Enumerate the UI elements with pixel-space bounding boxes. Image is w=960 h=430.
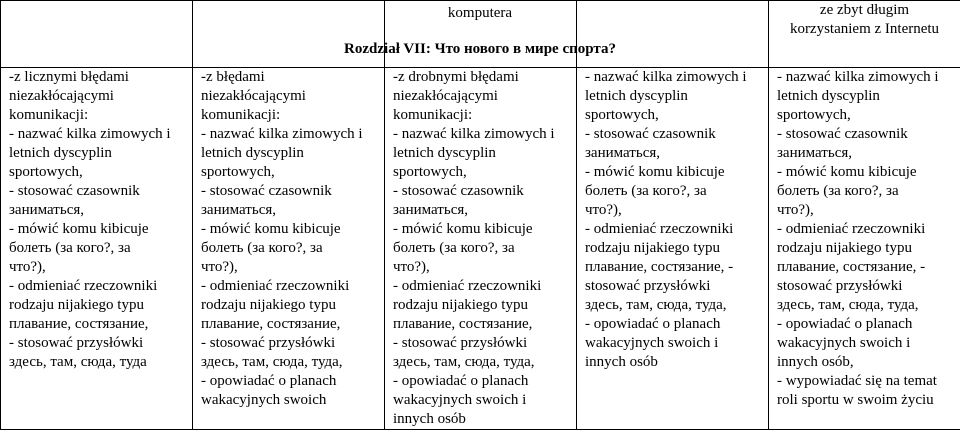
col3-line: komunikacji:: [393, 106, 576, 125]
col3-line: - stosować przysłówki: [393, 334, 576, 353]
col5-line: innych osób,: [777, 353, 960, 372]
col2-line: - stosować czasownik: [201, 182, 384, 201]
col4-line: плавание, состязание, -: [585, 258, 768, 277]
col5-line: плавание, состязание, -: [777, 258, 960, 277]
col5-line: - opowiadać o planach: [777, 315, 960, 334]
col2-line: заниматься,: [201, 201, 384, 220]
col3-line: innych osób: [393, 410, 576, 429]
col4-line: stosować przysłówki: [585, 277, 768, 296]
col3-line: sportowych,: [393, 163, 576, 182]
col5-line: wakacyjnych swoich i: [777, 334, 960, 353]
col1-line: sportowych,: [9, 163, 192, 182]
col2-line: niezakłócającymi: [201, 87, 384, 106]
col4-line: rodzaju nijakiego typu: [585, 239, 768, 258]
col2-line: здесь, там, сюда, туда,: [201, 353, 384, 372]
col3-line: - nazwać kilka zimowych i: [393, 125, 576, 144]
col5-top-line-1: ze zbyt długim: [769, 1, 960, 20]
grade-column-4: [577, 68, 769, 430]
col4-line: - odmieniać rzeczowniki: [585, 220, 768, 239]
col5-line: sportowych,: [777, 106, 960, 125]
col4-line: sportowych,: [585, 106, 768, 125]
col2-line: что?),: [201, 258, 384, 277]
col2-line: - odmieniać rzeczowniki: [201, 277, 384, 296]
col1-line: - stosować czasownik: [9, 182, 192, 201]
col3-line: rodzaju nijakiego typu: [393, 296, 576, 315]
col1-line: -z licznymi błędami: [9, 68, 192, 87]
col2-line: - nazwać kilka zimowych i: [201, 125, 384, 144]
col3-line: здесь, там, сюда, туда,: [393, 353, 576, 372]
col4-line: что?),: [585, 201, 768, 220]
col3-line: niezakłócającymi: [393, 87, 576, 106]
col2-line: -z błędami: [201, 68, 384, 87]
grade-column-2: [193, 68, 385, 430]
col2-line: wakacyjnych swoich: [201, 391, 384, 410]
col5-line: - nazwać kilka zimowych i: [777, 68, 960, 87]
col1-line: заниматься,: [9, 201, 192, 220]
col1-line: - mówić komu kibicuje: [9, 220, 192, 239]
col5-line: rodzaju nijakiego typu: [777, 239, 960, 258]
header-cell-5: [769, 1, 960, 68]
col1-line: плавание, состязание,: [9, 315, 192, 334]
col3-line: - odmieniać rzeczowniki: [393, 277, 576, 296]
col2-line: - opowiadać o planach: [201, 372, 384, 391]
header-cell-1: [1, 1, 193, 68]
col5-line: roli sportu w swoim życiu: [777, 391, 960, 410]
col5-line: здесь, там, сюда, туда,: [777, 296, 960, 315]
col5-line: - mówić komu kibicuje: [777, 163, 960, 182]
col5-top-line-2: korzystaniem z Internetu: [769, 20, 960, 39]
col3-line: wakacyjnych swoich i: [393, 391, 576, 410]
col4-line: заниматься,: [585, 144, 768, 163]
col4-line: wakacyjnych swoich i: [585, 334, 768, 353]
col2-line: болеть (за кого?, за: [201, 239, 384, 258]
col2-line: rodzaju nijakiego typu: [201, 296, 384, 315]
col4-line: - nazwać kilka zimowych i: [585, 68, 768, 87]
table-body-row: [1, 68, 960, 430]
col1-line: komunikacji:: [9, 106, 192, 125]
col5-line: - wypowiadać się na temat: [777, 372, 960, 391]
col1-line: rodzaju nijakiego typu: [9, 296, 192, 315]
col1-line: - nazwać kilka zimowych i: [9, 125, 192, 144]
col3-line: заниматься,: [393, 201, 576, 220]
col5-line: - stosować czasownik: [777, 125, 960, 144]
grade-column-1: [1, 68, 193, 430]
col1-line: что?),: [9, 258, 192, 277]
col1-line: - odmieniać rzeczowniki: [9, 277, 192, 296]
col5-line: - odmieniać rzeczowniki: [777, 220, 960, 239]
col3-line: - opowiadać o planach: [393, 372, 576, 391]
col4-line: innych osób: [585, 353, 768, 372]
col3-line: - mówić komu kibicuje: [393, 220, 576, 239]
col3-line: болеть (за кого?, за: [393, 239, 576, 258]
col5-line: заниматься,: [777, 144, 960, 163]
col2-line: плавание, состязание,: [201, 315, 384, 334]
col4-line: - mówić komu kibicuje: [585, 163, 768, 182]
col2-line: - mówić komu kibicuje: [201, 220, 384, 239]
grade-column-3: [385, 68, 577, 430]
col1-line: болеть (за кого?, за: [9, 239, 192, 258]
col2-line: komunikacji:: [201, 106, 384, 125]
col5-line: что?),: [777, 201, 960, 220]
column-3-top-text: komputera: [384, 4, 576, 23]
col3-line: letnich dyscyplin: [393, 144, 576, 163]
col2-line: - stosować przysłówki: [201, 334, 384, 353]
col3-line: - stosować czasownik: [393, 182, 576, 201]
col5-line: letnich dyscyplin: [777, 87, 960, 106]
col5-line: болеть (за кого?, за: [777, 182, 960, 201]
chapter-title: Rozdział VII: Что нового в мире спорта?: [192, 40, 768, 59]
col4-line: - stosować czasownik: [585, 125, 768, 144]
col5-line: stosować przysłówki: [777, 277, 960, 296]
col4-line: - opowiadać o planach: [585, 315, 768, 334]
col1-line: niezakłócającymi: [9, 87, 192, 106]
col4-line: letnich dyscyplin: [585, 87, 768, 106]
grade-column-5: [769, 68, 960, 430]
col3-line: плавание, состязание,: [393, 315, 576, 334]
col2-line: letnich dyscyplin: [201, 144, 384, 163]
col3-line: что?),: [393, 258, 576, 277]
col1-line: здесь, там, сюда, туда: [9, 353, 192, 372]
col1-line: letnich dyscyplin: [9, 144, 192, 163]
col2-line: sportowych,: [201, 163, 384, 182]
col1-line: - stosować przysłówki: [9, 334, 192, 353]
col4-line: здесь, там, сюда, туда,: [585, 296, 768, 315]
col3-line: -z drobnymi błędami: [393, 68, 576, 87]
col4-line: болеть (за кого?, за: [585, 182, 768, 201]
